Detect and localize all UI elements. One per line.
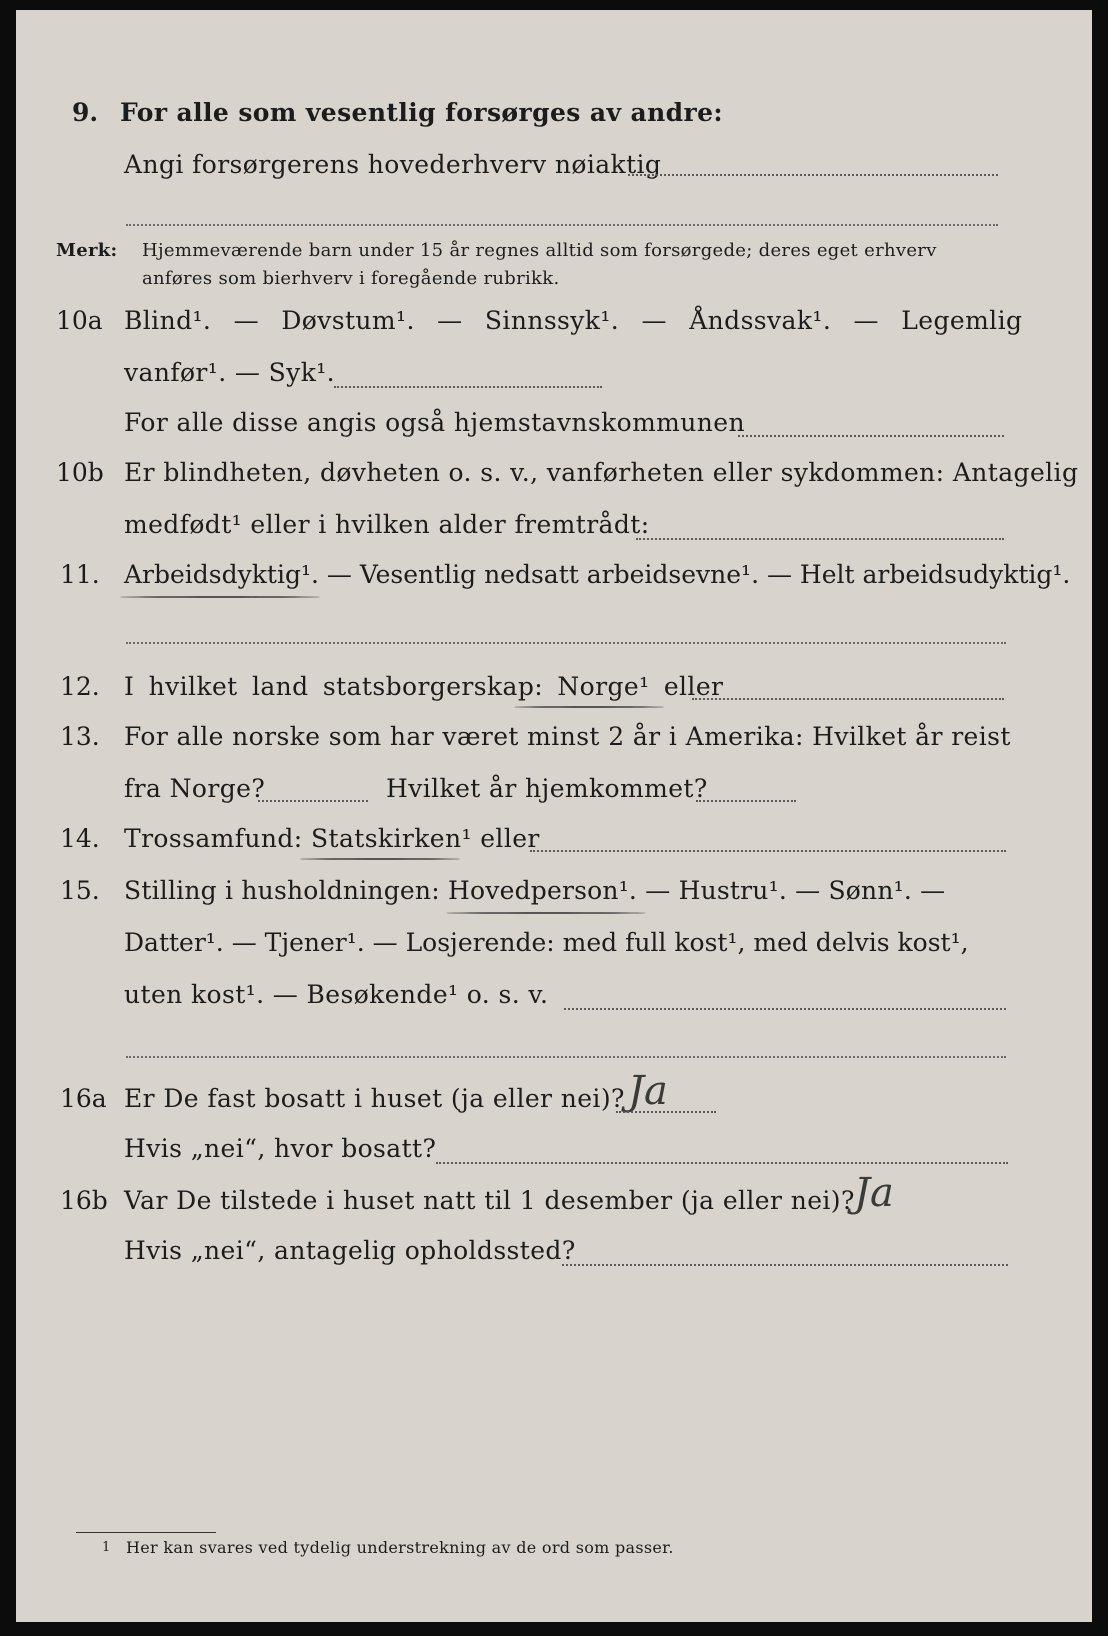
q14-answer-line[interactable]: [530, 850, 1006, 852]
q15-handwritten-underline: [446, 912, 646, 914]
q16a-residence-line[interactable]: [436, 1162, 1008, 1164]
q10a-line-3: For alle disse angis også hjemstavnskommunen: [124, 408, 745, 437]
q14-handwritten-underline: [300, 858, 460, 860]
q12-number: 12.: [60, 672, 100, 701]
q9-answer-line[interactable]: [628, 174, 998, 176]
q15-line-3: uten kost¹. — Besøkende¹ o. s. v.: [124, 980, 549, 1009]
q11-handwritten-underline: [120, 596, 320, 598]
q9-question: For alle som vesentlig forsørges av andre:: [120, 98, 724, 127]
q13-return-year-line[interactable]: [696, 800, 796, 802]
note-label: Merk:: [56, 240, 118, 261]
note-line-2: anføres som bierhverv i foregående rubrikk.: [142, 268, 560, 289]
q14-number: 14.: [60, 824, 100, 853]
q10b-answer-line[interactable]: [636, 538, 1004, 540]
q9-prompt: Angi forsørgerens hovederhverv nøiaktig: [124, 150, 662, 179]
q16b-number: 16b: [60, 1186, 108, 1215]
footnote-rule: [76, 1532, 216, 1533]
q11-number: 11.: [60, 560, 100, 589]
q15-line-1: Stilling i husholdningen: Hovedperson¹. — Hustru¹. — Sønn¹. —: [124, 876, 946, 905]
q13-line-1: For alle norske som har været minst 2 år i Amerika: Hvilket år reist: [124, 722, 1011, 751]
q9-answer-line-2[interactable]: [126, 224, 998, 226]
q10a-line-2: vanfør¹. — Syk¹.: [124, 358, 336, 387]
q16b-whereabouts-line[interactable]: [562, 1264, 1008, 1266]
q10b-line-1: Er blindheten, døvheten o. s. v., vanførheten eller sykdommen: Antagelig: [124, 458, 1079, 487]
q16b-line-1: Var De tilstede i huset natt til 1 desember (ja eller nei)?: [124, 1186, 855, 1215]
q10a-sick-answer-line[interactable]: [334, 386, 602, 388]
census-form-page: [16, 10, 1092, 1622]
q16a-number: 16a: [60, 1084, 107, 1113]
q13-line-2a: fra Norge?: [124, 774, 266, 803]
q16b-line-2: Hvis „nei“, antagelig opholdssted?: [124, 1236, 576, 1265]
q16a-answer-line[interactable]: [616, 1111, 716, 1113]
footnote-text: Her kan svares ved tydelig understrekning av de ord som passer.: [126, 1538, 674, 1557]
q11-answer-line[interactable]: [126, 642, 1006, 644]
q14-line-1: Trossamfund: Statskirken¹ eller: [124, 824, 540, 853]
q13-number: 13.: [60, 722, 100, 751]
q10b-number: 10b: [56, 458, 104, 487]
q13-line-2b: Hvilket år hjemkommet?: [386, 774, 708, 803]
q15-line-2: Datter¹. — Tjener¹. — Losjerende: med full kost¹, med delvis kost¹,: [124, 928, 969, 957]
q11-line-1: Arbeidsdyktig¹. — Vesentlig nedsatt arbeidsevne¹. — Helt arbeidsudyktig¹.: [124, 560, 1071, 589]
q12-answer-line[interactable]: [692, 698, 1004, 700]
q16b-handwritten-answer: Ja: [854, 1170, 894, 1216]
q13-departure-year-line[interactable]: [258, 800, 368, 802]
footnote-mark: 1: [102, 1540, 111, 1555]
q10a-home-municipality-line[interactable]: [738, 435, 1004, 437]
q10a-line-1: Blind¹. — Døvstum¹. — Sinnssyk¹. — Åndssvak¹. — Legemlig: [124, 306, 1023, 335]
q10b-line-2: medfødt¹ eller i hvilken alder fremtrådt:: [124, 510, 650, 539]
q16a-line-1: Er De fast bosatt i huset (ja eller nei)?: [124, 1084, 625, 1113]
q9-number: 9.: [72, 98, 99, 127]
q10a-number: 10a: [56, 306, 103, 335]
q12-line-1: I hvilket land statsborgerskap: Norge¹ eller: [124, 672, 724, 701]
q15-answer-line-2[interactable]: [126, 1056, 1006, 1058]
q16a-line-2: Hvis „nei“, hvor bosatt?: [124, 1134, 437, 1163]
q16a-handwritten-answer: Ja: [628, 1068, 668, 1114]
q15-answer-line[interactable]: [564, 1008, 1006, 1010]
q15-number: 15.: [60, 876, 100, 905]
q12-handwritten-underline: [514, 706, 664, 708]
note-line-1: Hjemmeværende barn under 15 år regnes alltid som forsørgede; deres eget erhverv: [142, 240, 937, 261]
